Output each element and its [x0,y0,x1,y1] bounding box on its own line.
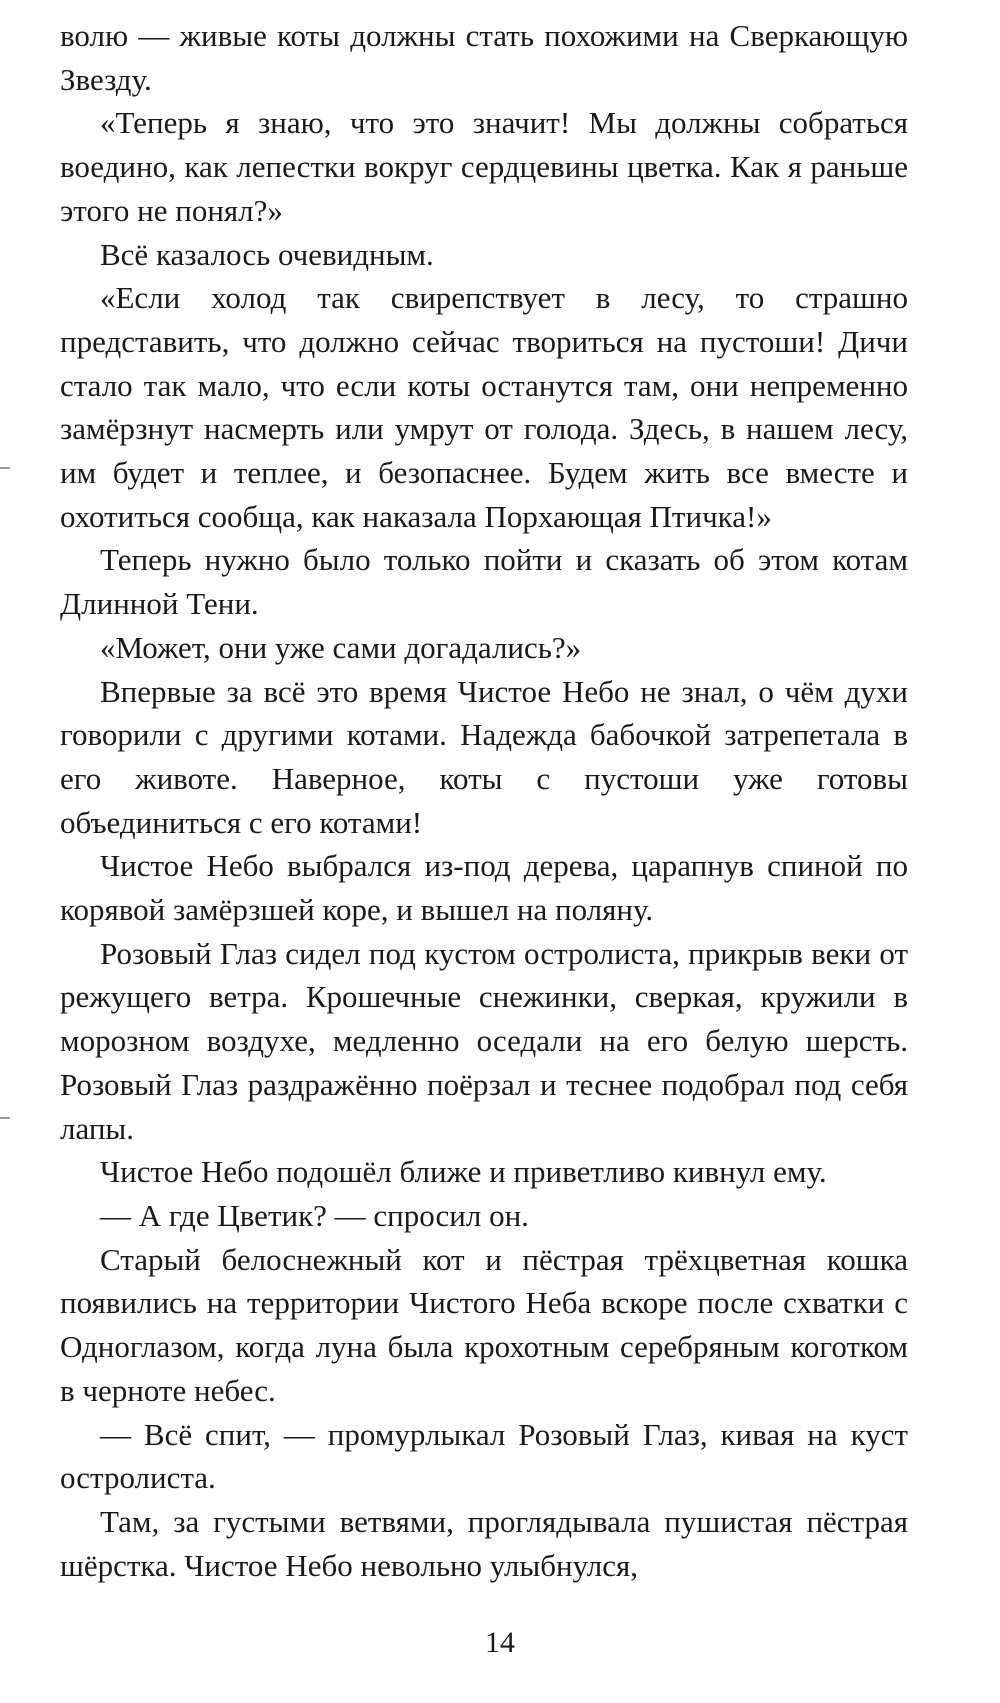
paragraph-8: Чистое Небо выбрался из-под дерева, царапнув спиной по корявой замёрзшей коре, и вышел на поляну. [60,848,908,928]
page-number: 14 [485,1626,515,1659]
paragraph-1: волю — живые коты должны стать похожими на Сверкающую Звезду. [60,18,908,97]
paragraph-9: Розовый Глаз сидел под кустом остролиста, прикрыв веки от режущего ветра. Крошечные снежинки, сверкая, кружили в морозном воздухе, медленно оседали на его белую шерсть. Розовый Глаз раздражённо поёрзал и теснее подобрал под себя лапы. [60,935,908,1146]
paragraph-14: Там, за густыми ветвями, проглядывала пушистая пёстрая шёрстка. Чистое Небо невольно улыбнулся, [60,1503,908,1583]
paragraph-6: «Может, они уже сами догадались?» [100,629,582,665]
paragraph-7: Впервые за всё это время Чистое Небо не знал, о чём духи говорили с другими котами. Надежда бабочкой затрепетала в его животе. Наверное, коты с пустоши уже готовы объединиться с его котами! [60,673,908,840]
paragraph-5: Теперь нужно было только пойти и сказать об этом котам Длинной Тени. [60,542,908,622]
paragraph-2: «Теперь я знаю, что это значит! Мы должны собраться воедино, как лепестки вокруг сердцевины цветка. Как я раньше этого не понял?» [60,105,908,228]
paragraph-13: — Всё спит, — промурлыкал Розовый Глаз, кивая на куст остролиста. [60,1416,908,1496]
margin-mark [0,1117,10,1119]
paragraph-11: — А где Цветик? — спросил он. [100,1197,529,1233]
paragraph-10: Чистое Небо подошёл ближе и приветливо кивнул ему. [100,1154,827,1190]
paragraph-4: «Если холод так свирепствует в лесу, то страшно представить, что должно сейчас твориться на пустоши! Дичи стало так мало, что если коты останутся там, они непременно замёрзнут насмерть или умрут от голода. Здесь, в нашем лесу, им будет и теплее, и безопаснее. Будем жить все вместе и охотиться сообща, как наказала Порхающая Птичка!» [60,280,908,534]
margin-mark [0,467,10,469]
page-text [60,14,908,1587]
paragraph-12: Старый белоснежный кот и пёстрая трёхцветная кошка появились на территории Чистого Неба вскоре после схватки с Одноглазом, когда луна была крохотным серебряным коготком в черноте небес. [60,1241,908,1408]
paragraph-3: Всё казалось очевидным. [100,236,434,272]
